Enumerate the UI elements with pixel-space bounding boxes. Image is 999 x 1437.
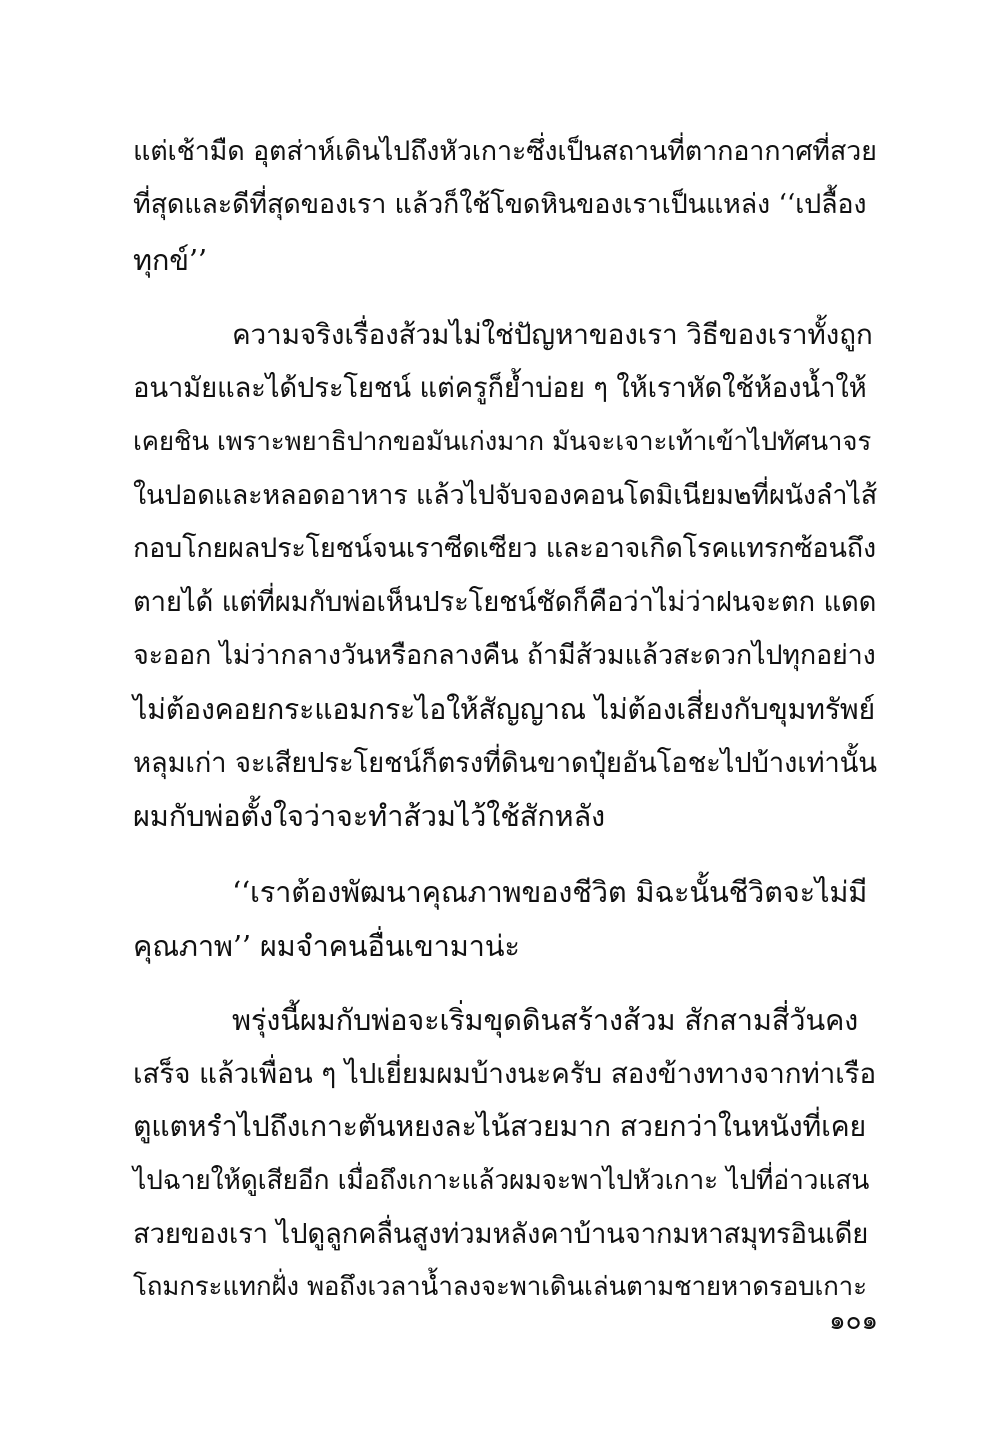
text-line: ตูแตหรำไปถึงเกาะตันหยงละไน้สวยมาก สวยกว่าในหนังที่เคย	[133, 1110, 867, 1143]
text-line: ผมกับพ่อตั้งใจว่าจะทำส้วมไว้ใช้สักหลัง	[133, 799, 606, 833]
text-line: ในปอดและหลอดอาหาร แล้วไปจับจองคอนโดมิเนียม๒ที่ผนังลำไส้	[133, 480, 877, 511]
text-line: ไม่ต้องคอยกระแอมกระไอให้สัญญาณ ไม่ต้องเสี่ยงกับขุมทรัพย์	[133, 693, 875, 726]
text-line: ทุกข์’’	[133, 243, 207, 277]
text-line: สวยของเรา ไปดูลูกคลื่นสูงท่วมหลังคาบ้านจากมหาสมุทรอินเดีย	[133, 1218, 869, 1250]
text-line: โถมกระแทกฝั่ง พอถึงเวลาน้ำลงจะพาเดินเล่นตามชายหาดรอบเกาะ	[133, 1272, 867, 1302]
text-line: พรุ่งนี้ผมกับพ่อจะเริ่มขุดดินสร้างส้วม สักสามสี่วันคง	[232, 1003, 859, 1037]
text-line: เคยชิน เพราะพยาธิปากขอมันเก่งมาก มันจะเจาะเท้าเข้าไปทัศนาจร	[133, 427, 872, 457]
text-line: หลุมเก่า จะเสียประโยชน์ก็ตรงที่ดินขาดปุ๋ยอันโอชะไปบ้างเท่านั้น	[133, 747, 877, 779]
text-line: ที่สุดและดีที่สุดของเรา แล้วก็ใช้โขดหินของเราเป็นแหล่ง ‘‘เปลื้อง	[133, 189, 867, 220]
text-line: ไปฉายให้ดูเสียอีก เมื่อถึงเกาะแล้วผมจะพาไปหัวเกาะ ไปที่อ่าวแสน	[133, 1165, 870, 1196]
text-line: ตายได้ แต่ที่ผมกับพ่อเห็นประโยชน์ชัดก็คือว่าไม่ว่าฝนจะตก แดด	[133, 586, 877, 618]
text-line: กอบโกยผลประโยชน์จนเราซีดเซียว และอาจเกิดโรคแทรกซ้อนถึง	[133, 533, 876, 564]
text-line: ‘‘เราต้องพัฒนาคุณภาพของชีวิต มิฉะนั้นชีวิตจะไม่มี	[232, 875, 868, 909]
text-line: แต่เช้ามืด อุตส่าห์เดินไปถึงหัวเกาะซึ่งเป็นสถานที่ตากอากาศที่สวย	[133, 136, 877, 167]
text-line: ความจริงเรื่องส้วมไม่ใช่ปัญหาของเรา วิธีของเราทั้งถูก	[232, 318, 873, 351]
text-line: คุณภาพ’’ ผมจำคนอื่นเขามาน่ะ	[133, 929, 520, 963]
text-line: จะออก ไม่ว่ากลางวันหรือกลางคืน ถ้ามีส้วมแล้วสะดวกไปทุกอย่าง	[133, 640, 876, 671]
text-line: อนามัยและได้ประโยชน์ แต่ครูก็ย้ำบ่อย ๆ ให้เราหัดใช้ห้องน้ำให้	[133, 372, 867, 404]
text-line: เสร็จ แล้วเพื่อน ๆ ไปเยี่ยมผมบ้างนะครับ สองข้างทางจากท่าเรือ	[133, 1057, 876, 1090]
page-number: ๑๐๑	[829, 1306, 878, 1336]
